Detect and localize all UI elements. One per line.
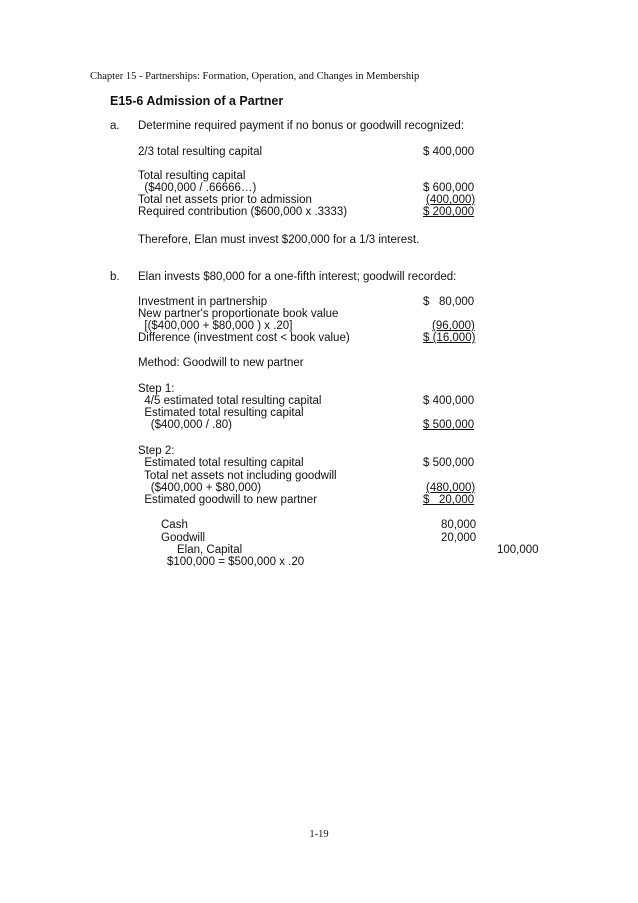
- part-a-marker: a.: [110, 120, 120, 132]
- net-assets-amount: (400,000): [426, 194, 476, 206]
- resulting-capital-label: Total resulting capital: [138, 170, 246, 182]
- page-number: 1-19: [309, 829, 329, 840]
- net-assets-label: Total net assets prior to admission: [138, 194, 312, 206]
- book-value-amount: (96,000): [432, 320, 475, 332]
- journal-goodwill-debit: 20,000: [441, 532, 477, 544]
- journal-capital-credit: 100,000: [497, 544, 539, 556]
- difference-amount: $ (16,000): [423, 332, 476, 344]
- required-contribution-label: Required contribution ($600,000 x .3333): [138, 206, 348, 218]
- investment-amount: $ 80,000: [423, 296, 475, 308]
- investment-label: Investment in partnership: [138, 296, 268, 308]
- journal-goodwill-label: Goodwill: [161, 532, 206, 544]
- step1-line3: ($400,000 / .80): [138, 419, 232, 431]
- part-b-marker: b.: [110, 271, 120, 283]
- part-a-intro: Determine required payment if no bonus or goodwill recognized:: [138, 120, 465, 132]
- journal-cash-label: Cash: [161, 519, 188, 531]
- journal-note: $100,000 = $500,000 x .20: [167, 556, 305, 568]
- step2-line4-amount: $ 20,000: [423, 494, 475, 506]
- journal-capital-label: Elan, Capital: [177, 544, 243, 556]
- step2-line1: Estimated total resulting capital: [138, 457, 304, 469]
- step2-line2: Total net assets not including goodwill: [138, 470, 337, 482]
- difference-label: Difference (investment cost < book value): [138, 332, 350, 344]
- step1-line1-amount: $ 400,000: [423, 395, 475, 407]
- step2-line3-amount: (480,000): [426, 482, 476, 494]
- total-capital-label: 2/3 total resulting capital: [138, 146, 263, 158]
- step1-line2: Estimated total resulting capital: [138, 407, 304, 419]
- method-line: Method: Goodwill to new partner: [138, 357, 304, 369]
- step1-line1: 4/5 estimated total resulting capital: [138, 395, 322, 407]
- resulting-capital-calc: ($400,000 / .66666…): [138, 182, 257, 194]
- resulting-capital-amount: $ 600,000: [423, 182, 475, 194]
- step1-line3-amount: $ 500,000: [423, 419, 475, 431]
- chapter-header: Chapter 15 - Partnerships: Formation, Operation, and Changes in Membership: [90, 71, 420, 82]
- exercise-title: E15-6 Admission of a Partner: [110, 94, 284, 108]
- part-b-intro: Elan invests $80,000 for a one-fifth interest; goodwill recorded:: [138, 271, 457, 283]
- step2-line1-amount: $ 500,000: [423, 457, 475, 469]
- step2-line3: ($400,000 + $80,000): [138, 482, 262, 494]
- book-value-calc: [($400,000 + $80,000 ) x .20]: [138, 320, 293, 332]
- book-value-label: New partner's proportionate book value: [138, 308, 339, 320]
- journal-cash-debit: 80,000: [441, 519, 477, 531]
- step2-label: Step 2:: [138, 445, 175, 457]
- part-a-conclusion: Therefore, Elan must invest $200,000 for a 1/3 interest.: [138, 234, 420, 246]
- step1-label: Step 1:: [138, 383, 175, 395]
- required-contribution-amount: $ 200,000: [423, 206, 475, 218]
- total-capital-amount: $ 400,000: [423, 146, 475, 158]
- step2-line4: Estimated goodwill to new partner: [138, 494, 317, 506]
